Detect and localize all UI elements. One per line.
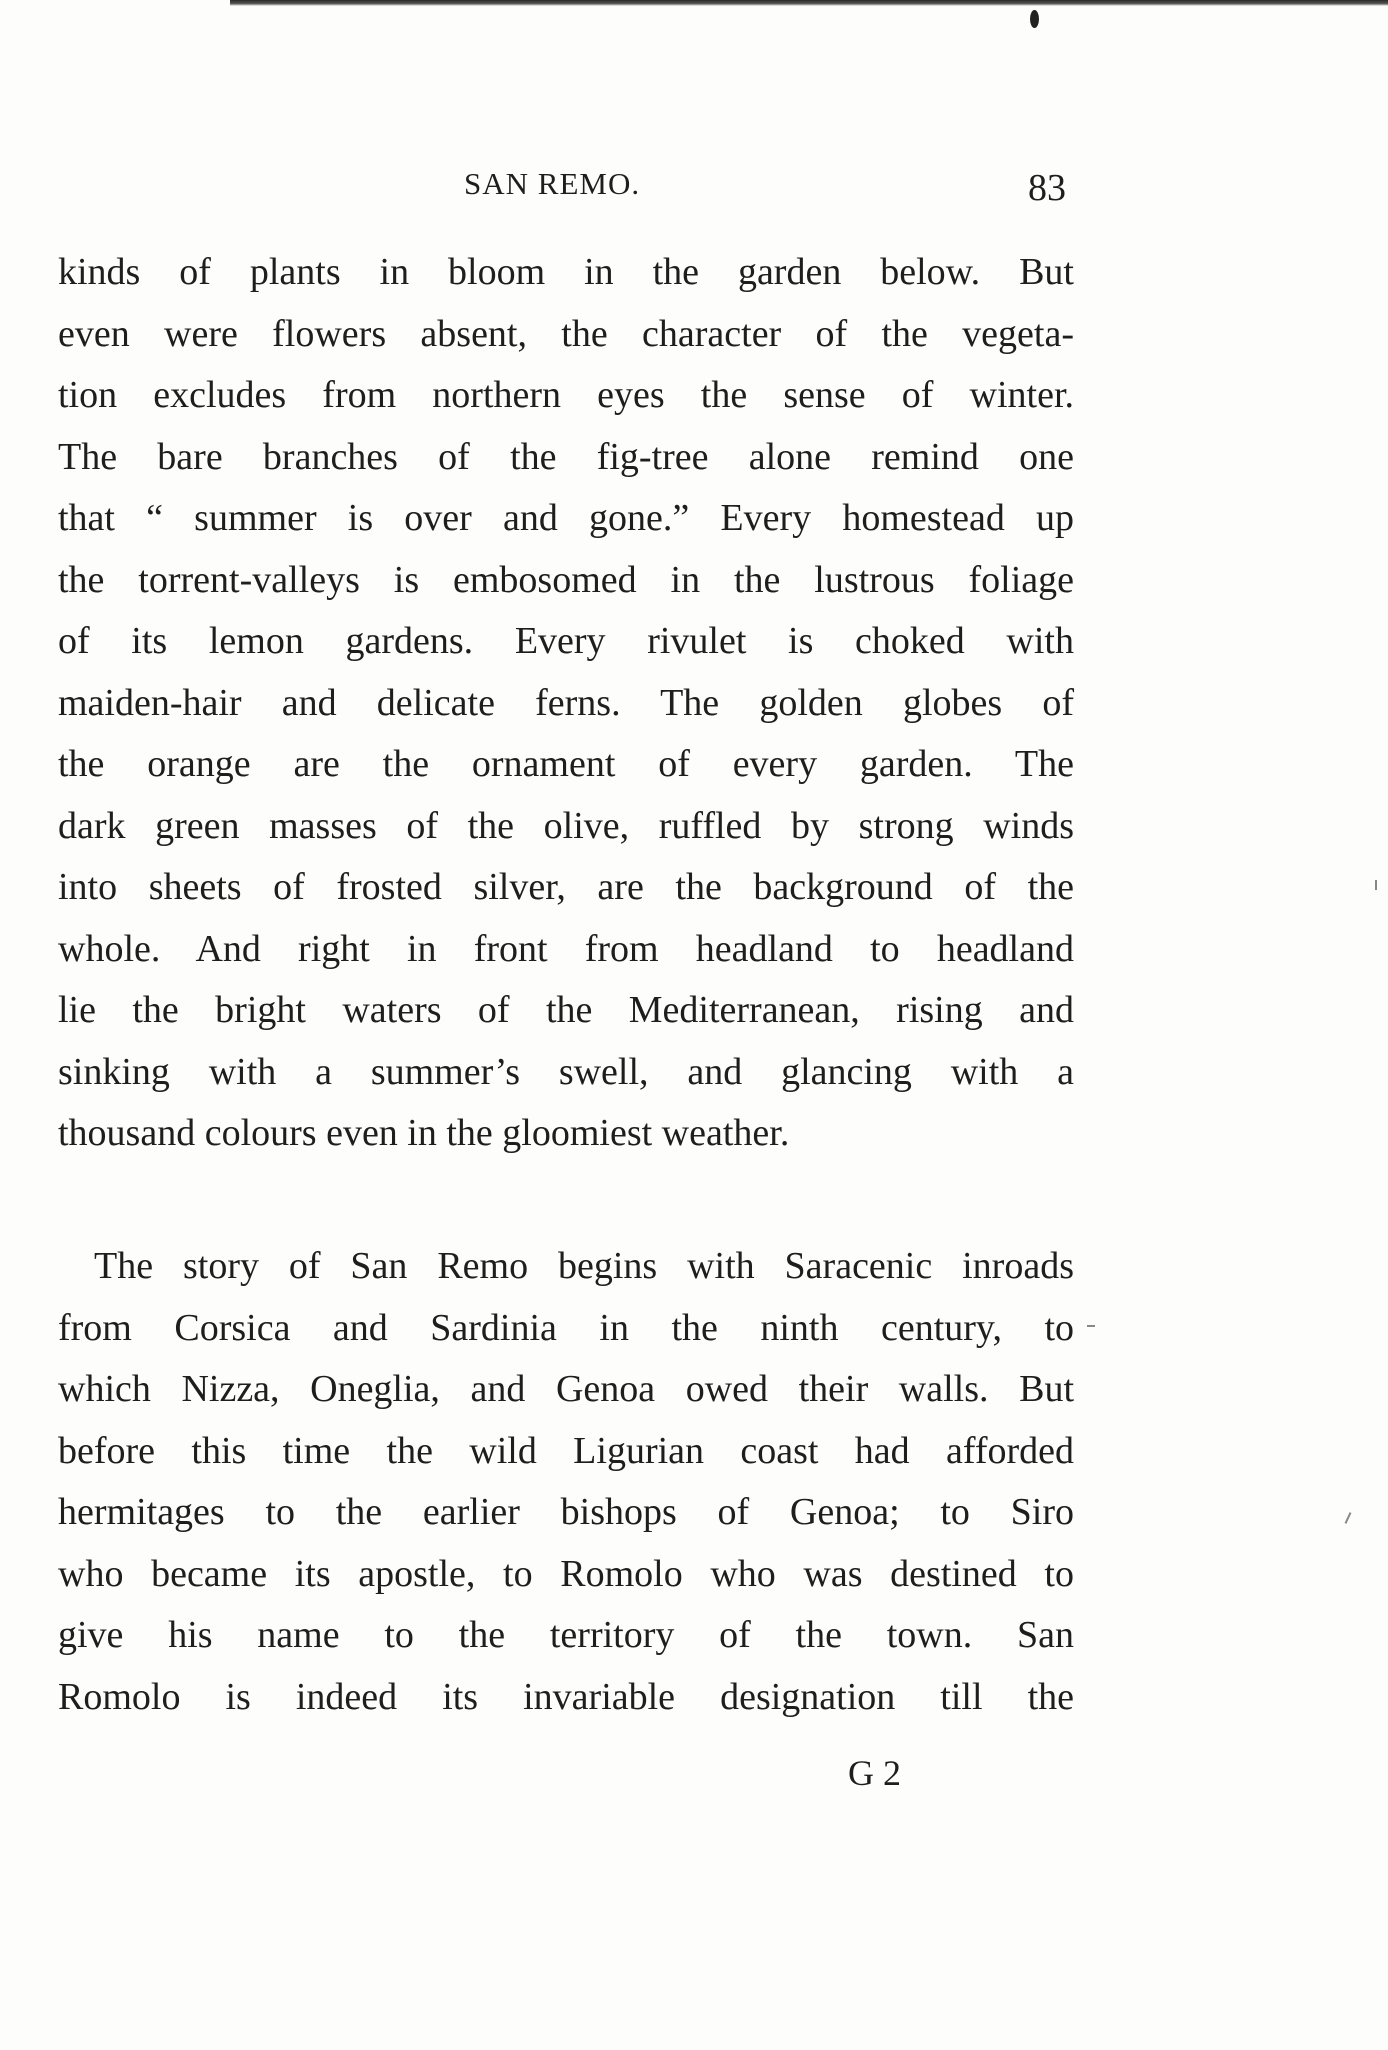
text-line: The story of San Remo begins with Saracenic inroads — [94, 1245, 1074, 1287]
text-line: The bare branches of the fig-tree alone remind one — [58, 435, 1074, 478]
text-line: the orange are the ornament of every garden. The — [58, 743, 1074, 785]
text-line: that “ summer is over and gone.” Every homestead up — [58, 497, 1074, 539]
text-line: maiden-hair and delicate ferns. The golden globes of — [58, 681, 1074, 724]
page-number: 83 — [1028, 167, 1066, 209]
text-line: give his name to the territory of the town. San — [58, 1614, 1074, 1656]
text-line: which Nizza, Oneglia, and Genoa owed their walls. But — [58, 1368, 1074, 1410]
scan-speck — [1345, 1512, 1352, 1524]
scan-speck — [1087, 1325, 1095, 1327]
paragraph — [58, 1236, 1074, 1728]
paragraph — [58, 242, 1074, 1165]
text-line: hermitages to the earlier bishops of Genoa; to Siro — [58, 1491, 1074, 1533]
ink-blot — [1030, 10, 1039, 28]
text-line: who became its apostle, to Romolo who was destined to — [58, 1552, 1074, 1595]
text-line: kinds of plants in bloom in the garden below. But — [58, 251, 1074, 293]
text-line: sinking with a summer’s swell, and glancing with a — [58, 1050, 1074, 1093]
text-line: into sheets of frosted silver, are the background of the — [58, 866, 1074, 908]
text-line: the torrent-valleys is embosomed in the lustrous foliage — [58, 558, 1074, 601]
text-line: even were flowers absent, the character of the vegeta- — [58, 312, 1074, 355]
text-line: before this time the wild Ligurian coast had afforded — [58, 1429, 1074, 1472]
text-line: tion excludes from northern eyes the sense of winter. — [58, 374, 1074, 416]
text-line: from Corsica and Sardinia in the ninth century, to — [58, 1306, 1074, 1349]
scan-top-border — [230, 0, 1388, 6]
text-line: Romolo is indeed its invariable designation till the — [58, 1675, 1074, 1718]
scan-speck — [1375, 880, 1377, 890]
text-line: lie the bright waters of the Mediterranean, rising and — [58, 989, 1074, 1031]
running-head: SAN REMO. — [464, 166, 641, 201]
text-line: whole. And right in front from headland to headland — [58, 927, 1074, 970]
text-line: thousand colours even in the gloomiest weather. — [58, 1112, 790, 1154]
text-line: of its lemon gardens. Every rivulet is choked with — [58, 620, 1074, 662]
signature-mark: G 2 — [848, 1753, 901, 1793]
text-line: dark green masses of the olive, ruffled by strong winds — [58, 804, 1074, 847]
